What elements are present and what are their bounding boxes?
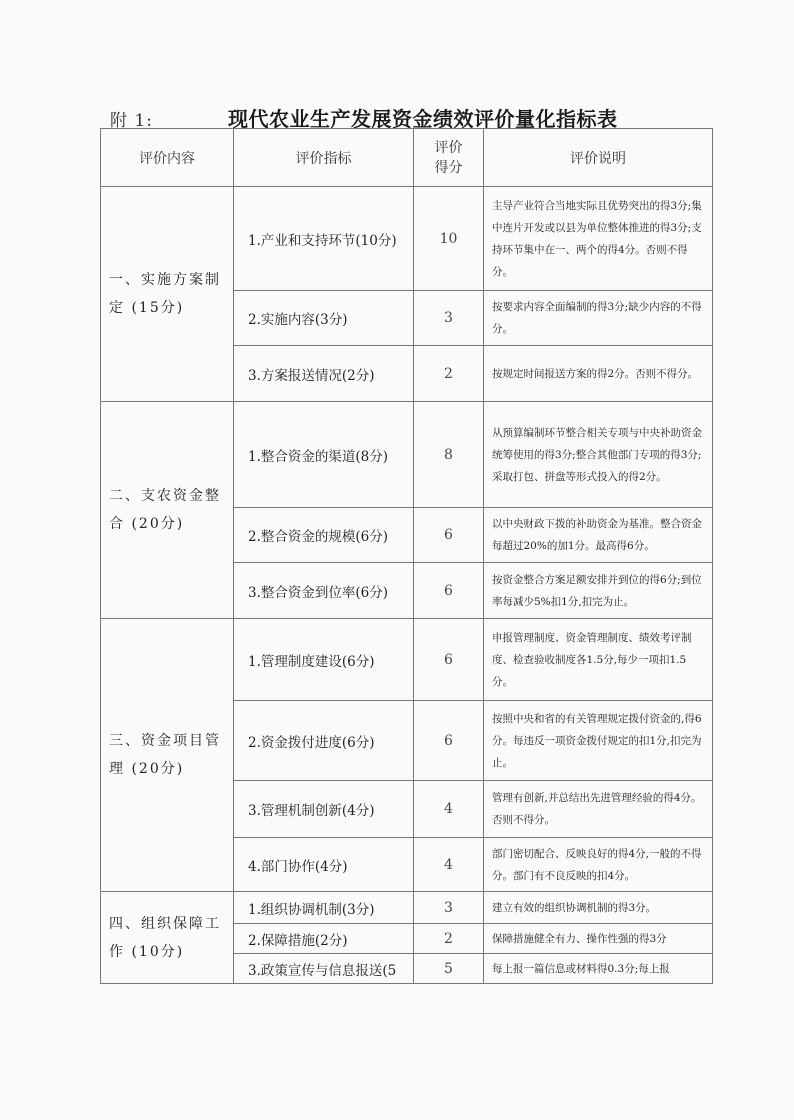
score-cell: 2 [414,346,484,402]
description-cell: 主导产业符合当地实际且优势突出的得3分;集中连片开发或以县为单位整体推进的得3分;支持环节集中在一、两个的得4分。否则不得分。 [484,187,713,291]
score-cell: 4 [414,838,484,892]
description-cell: 每上报一篇信息或材料得0.3分;每上报 [484,954,713,984]
score-cell: 6 [414,619,484,701]
indicator-cell: 1.整合资金的渠道(8分) [234,402,414,508]
indicator-cell: 3.方案报送情况(2分) [234,346,414,402]
header-description: 评价说明 [484,129,713,187]
score-cell: 8 [414,402,484,508]
description-cell: 按规定时间报送方案的得2分。否则不得分。 [484,346,713,402]
category-cell: 一、实施方案制定 (15分) [101,187,234,402]
description-cell: 从预算编制环节整合相关专项与中央补助资金统筹使用的得3分;整合其他部门专项的得3分;采取打包、拼盘等形式投入的得2分。 [484,402,713,508]
score-cell: 6 [414,701,484,781]
description-cell: 按要求内容全面编制的得3分;缺少内容的不得分。 [484,291,713,346]
table-row [101,892,713,924]
indicator-cell: 1.组织协调机制(3分) [234,892,414,924]
description-cell: 部门密切配合、反映良好的得4分,一般的不得分。部门有不良反映的扣4分。 [484,838,713,892]
header-score [414,129,484,187]
score-cell: 3 [414,291,484,346]
score-cell: 2 [414,924,484,954]
indicator-cell: 2.保障措施(2分) [234,924,414,954]
indicator-cell: 1.管理制度建设(6分) [234,619,414,701]
category-cell: 四、组织保障工作 (10分) [101,892,234,984]
indicator-cell: 1.产业和支持环节(10分) [234,187,414,291]
header-content: 评价内容 [101,129,234,187]
score-cell: 6 [414,563,484,619]
description-cell: 按照中央和省的有关管理规定拨付资金的,得6分。每违反一项资金拨付规定的扣1分,扣完为止。 [484,701,713,781]
category-cell: 三、资金项目管理 (20分) [101,619,234,892]
score-cell: 3 [414,892,484,924]
score-cell: 10 [414,187,484,291]
indicator-table [100,128,713,984]
indicator-cell: 3.政策宣传与信息报送(5 [234,954,414,984]
attachment-label: 附 1: [110,111,153,131]
description-cell: 建立有效的组织协调机制的得3分。 [484,892,713,924]
description-cell: 管理有创新,并总结出先进管理经验的得4分。否则不得分。 [484,781,713,838]
score-cell: 6 [414,508,484,563]
description-cell: 按资金整合方案足额安排并到位的得6分;到位率每减少5%扣1分,扣完为止。 [484,563,713,619]
indicator-cell: 4.部门协作(4分) [234,838,414,892]
document-title: 现代农业生产发展资金绩效评价量化指标表 [228,107,618,131]
table-row [101,619,713,701]
score-cell: 4 [414,781,484,838]
description-cell: 以中央财政下拨的补助资金为基准。整合资金每超过20%的加1分。最高得6分。 [484,508,713,563]
header-score-line2: 得分 [434,159,463,176]
indicator-cell: 3.整合资金到位率(6分) [234,563,414,619]
table-row [101,402,713,508]
indicator-cell: 2.资金拨付进度(6分) [234,701,414,781]
score-cell: 5 [414,954,484,984]
indicator-cell: 3.管理机制创新(4分) [234,781,414,838]
header-score-line1: 评价 [434,139,463,156]
category-cell: 二、支农资金整合 (20分) [101,402,234,619]
indicator-cell: 2.整合资金的规模(6分) [234,508,414,563]
table-row [101,187,713,291]
header-indicator: 评价指标 [234,129,414,187]
header-row [101,129,713,187]
description-cell: 申报管理制度、资金管理制度、绩效考评制度、检查验收制度各1.5分,每少一项扣1.5分。 [484,619,713,701]
indicator-cell: 2.实施内容(3分) [234,291,414,346]
description-cell: 保障措施健全有力、操作性强的得3分 [484,924,713,954]
